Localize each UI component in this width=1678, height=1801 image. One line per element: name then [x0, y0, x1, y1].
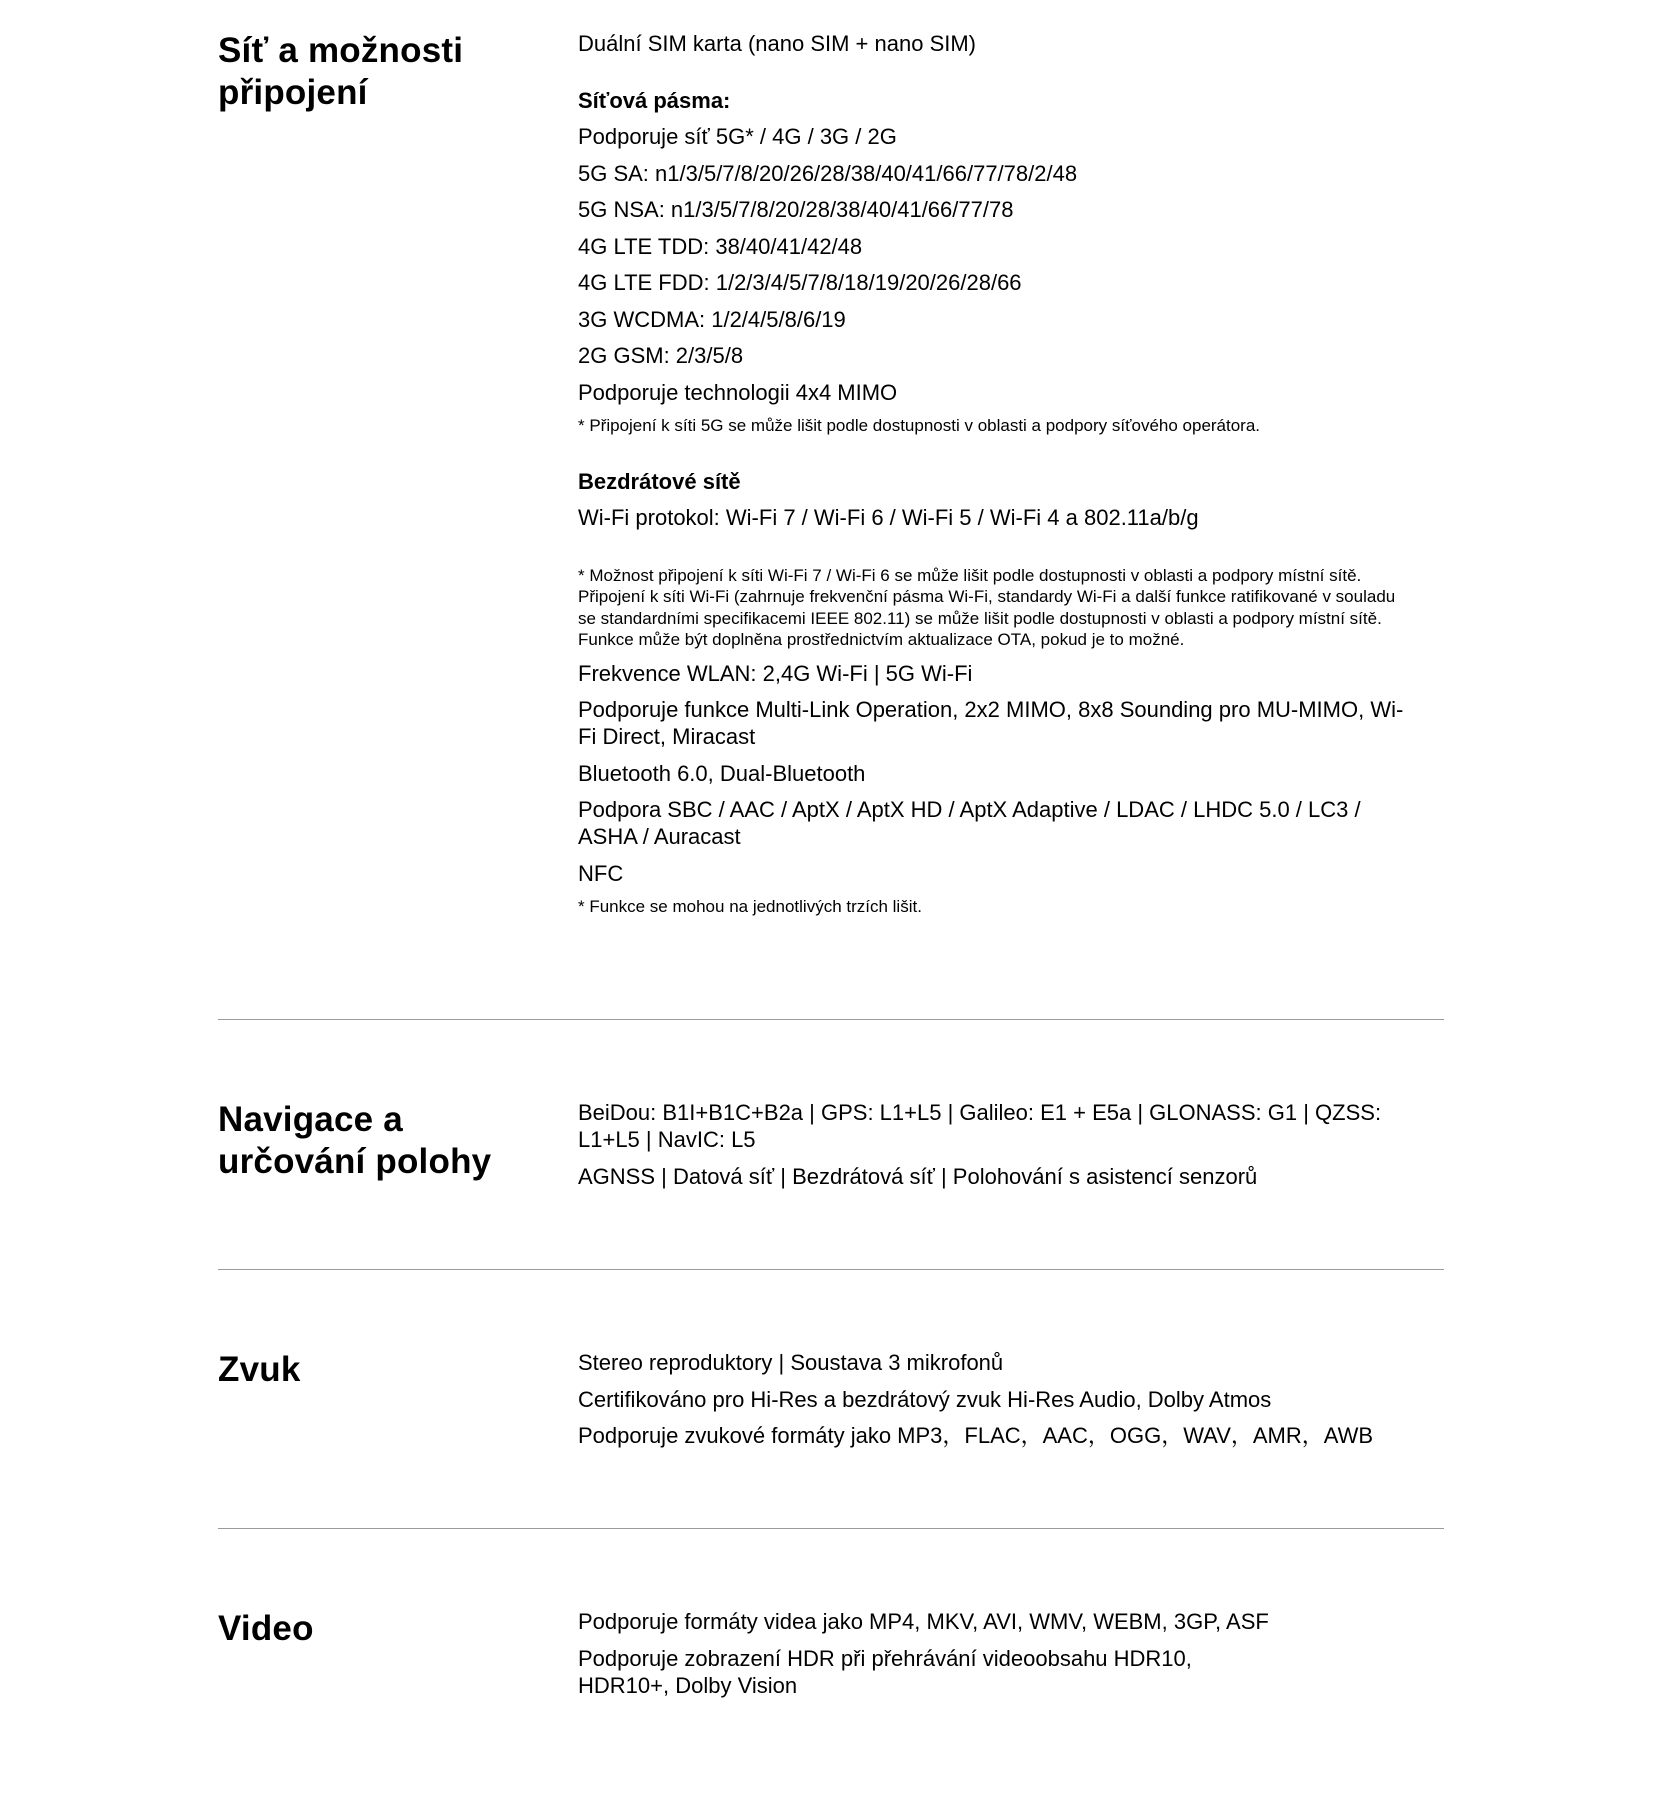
market-footnote: * Funkce se mohou na jednotlivých trzích lišit. [578, 897, 922, 916]
audio-item: Stereo reproduktory | Soustava 3 mikrofonů [578, 1350, 1004, 1375]
band-item: 4G LTE TDD: 38/40/41/42/48 [578, 233, 863, 259]
band-item: 5G SA: n1/3/5/7/8/20/26/28/38/40/41/66/77/78/2/48 [578, 160, 1078, 186]
network-section [218, 28, 1444, 958]
bluetooth-spec: Bluetooth 6.0, Dual-Bluetooth [578, 760, 866, 786]
navigation-section [218, 1097, 1444, 1257]
section-divider [218, 1019, 1444, 1020]
audio-section [218, 1347, 1444, 1507]
audio-section-body [578, 1349, 1408, 1459]
video-section-body [578, 1608, 1408, 1708]
network-section-body [578, 30, 1408, 927]
positioning-methods: AGNSS | Datová síť | Bezdrátová síť | Polohování s asistencí senzorů [578, 1163, 1258, 1189]
nfc-spec: NFC [578, 860, 624, 886]
gnss-systems: BeiDou: B1I+B1C+B2a | GPS: L1+L5 | Galileo: E1 + E5a | GLONASS: G1 | QZSS: L1+L5 | NavIC: L5 [578, 1100, 1382, 1152]
bands-heading: Síťová pásma: [578, 87, 731, 113]
wireless-heading: Bezdrátové sítě [578, 468, 741, 494]
band-item: Podporuje technologii 4x4 MIMO [578, 379, 898, 405]
video-item: Podporuje formáty videa jako MP4, MKV, AVI, WMV, WEBM, 3GP, ASF [578, 1609, 1269, 1634]
band-item: Podporuje síť 5G* / 4G / 3G / 2G [578, 124, 897, 149]
audio-section-title: Zvuk [218, 1350, 301, 1389]
video-section-title: Video [218, 1609, 314, 1648]
wifi-footnote: * Možnost připojení k síti Wi-Fi 7 / Wi-Fi 6 se může lišit podle dostupnosti v oblasti a podpory místní sítě. Připojení k síti Wi-Fi (zahrnuje frekvenční pásma Wi-Fi, standardy Wi-Fi a další funkce ratifikované v souladu se standardními specifikacemi IEEE 802.11) se může lišit podle dostupnosti v oblasti a podpory místní sítě. Funkce může být doplněna prostřednictvím aktualizace OTA, pokud je to možné. [578, 565, 1396, 649]
section-divider [218, 1269, 1444, 1270]
video-section [218, 1606, 1444, 1766]
wifi-protocol: Wi-Fi protokol: Wi-Fi 7 / Wi-Fi 6 / Wi-Fi 5 / Wi-Fi 4 a 802.11a/b/g [578, 505, 1199, 530]
navigation-section-body [578, 1099, 1408, 1199]
audio-codecs: Podpora SBC / AAC / AptX / AptX HD / AptX Adaptive / LDAC / LHDC 5.0 / LC3 / ASHA / Auracast [578, 797, 1361, 849]
navigation-section-title: Navigace a určování polohy [218, 1100, 492, 1181]
sim-spec: Duální SIM karta (nano SIM + nano SIM) [578, 31, 977, 56]
network-section-title: Síť a možnosti připojení [218, 31, 464, 112]
band-item: 5G NSA: n1/3/5/7/8/20/28/38/40/41/66/77/78 [578, 197, 1014, 222]
section-divider [218, 1528, 1444, 1529]
audio-item: Certifikováno pro Hi-Res a bezdrátový zvuk Hi-Res Audio, Dolby Atmos [578, 1386, 1272, 1412]
wifi-features: Podporuje funkce Multi-Link Operation, 2x2 MIMO, 8x8 Sounding pro MU-MIMO, Wi-Fi Direct, Miracast [578, 697, 1404, 749]
band-item: 2G GSM: 2/3/5/8 [578, 343, 744, 368]
bands-footnote: * Připojení k síti 5G se může lišit podle dostupnosti v oblasti a podpory síťového operátora. [578, 416, 1261, 435]
band-item: 3G WCDMA: 1/2/4/5/8/6/19 [578, 306, 846, 332]
audio-item: Podporuje zvukové formáty jako MP3，FLAC，AAC，OGG，WAV，AMR，AWB [578, 1423, 1374, 1448]
wlan-frequency: Frekvence WLAN: 2,4G Wi-Fi | 5G Wi-Fi [578, 660, 973, 686]
band-item: 4G LTE FDD: 1/2/3/4/5/7/8/18/19/20/26/28/66 [578, 270, 1022, 295]
video-item: Podporuje zobrazení HDR při přehrávání videoobsahu HDR10, HDR10+, Dolby Vision [578, 1645, 1192, 1698]
